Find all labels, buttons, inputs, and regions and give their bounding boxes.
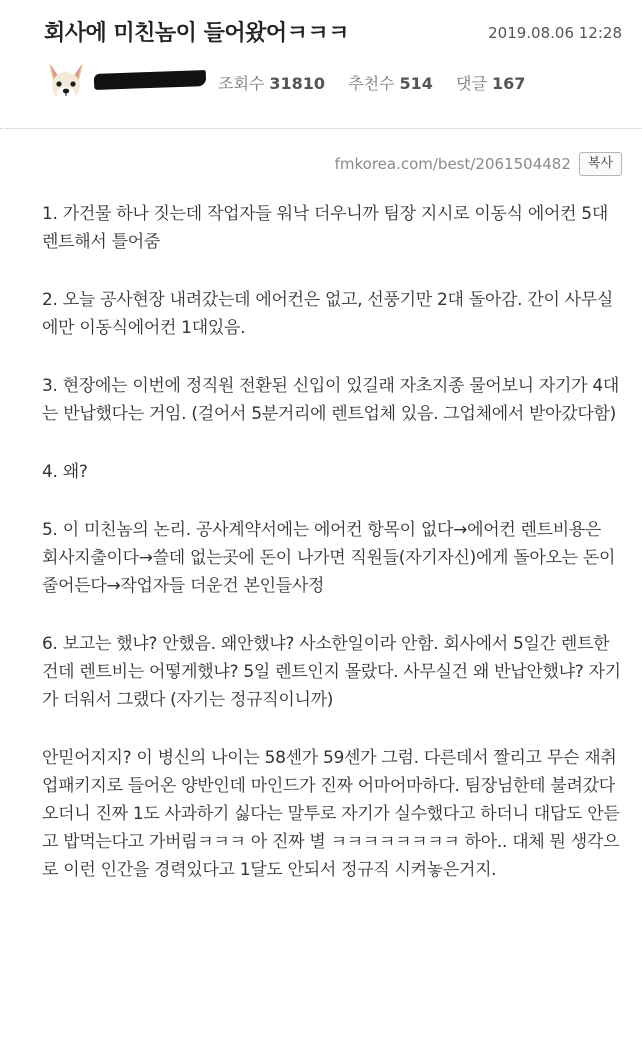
post-title: 회사에 미친놈이 들어왔어ㅋㅋㅋ (44, 21, 349, 46)
dog-avatar-icon[interactable] (44, 60, 88, 104)
copy-url-button[interactable]: 복사 (579, 152, 622, 176)
view-count-label: 조회수 (218, 74, 265, 93)
view-count-value: 31810 (269, 74, 326, 93)
recommend-count (348, 74, 433, 93)
comment-count-label: 댓글 (456, 74, 487, 93)
post-header (0, 0, 642, 120)
post-date: 2019.08.06 12:28 (488, 24, 622, 42)
comment-count[interactable] (456, 74, 525, 93)
header-divider (0, 128, 642, 129)
author-name-redaction (94, 70, 206, 90)
post-body (42, 200, 622, 884)
share-url-row (335, 152, 622, 176)
post-stats (218, 71, 525, 94)
short-url-link[interactable]: fmkorea.com/best/2061504482 (334, 155, 571, 173)
recommend-count-label: 추천수 (348, 74, 395, 93)
post-paragraph: 2. 오늘 공사현장 내려갔는데 에어컨은 없고, 선풍기만 2대 돌아감. 간이 사무실에만 이동식에어컨 1대있음. (42, 290, 614, 338)
post-paragraph: 6. 보고는 했냐? 안했음. 왜안했냐? 사소한일이라 안함. 회사에서 5일간 렌트한건데 렌트비는 어떻게했냐? 5일 렌트인지 몰랐다. 사무실건 왜 반납안했냐? 자기가 더워서 그랬다 (자기는 정규직이니까) (42, 634, 621, 710)
post-paragraph: 5. 이 미친놈의 논리. 공사계약서에는 에어컨 항목이 없다→에어컨 렌트비용은 회사지출이다→쓸데 없는곳에 돈이 나가면 직원들(자기자신)에게 돌아오는 돈이 줄어든다→작업자들 더운건 본인들사정 (42, 520, 616, 596)
view-count (218, 74, 325, 93)
post-paragraph: 3. 현장에는 이번에 정직원 전환된 신입이 있길래 자초지종 물어보니 자기가 4대는 반납했다는 거임. (걸어서 5분거리에 렌트업체 있음. 그업체에서 받아갔다함) (42, 376, 619, 424)
comment-count-value: 167 (491, 74, 526, 93)
post-paragraph: 1. 가건물 하나 짓는데 작업자들 워낙 더우니까 팀장 지시로 이동식 에어컨 5대 렌트해서 틀어줌 (42, 204, 608, 252)
recommend-count-value: 514 (399, 74, 433, 93)
post-paragraph: 4. 왜? (42, 462, 88, 482)
post-paragraph: 안믿어지지? 이 병신의 나이는 58센가 59센가 그럼. 다른데서 짤리고 무슨 재취업패키지로 들어온 양반인데 마인드가 진짜 어마어마하다. 팀장님한테 불려갔다 오더니 진짜 1도 사과하기 싫다는 말투로 자기가 실수했다고 하더니 대답도 안듣고 밥먹는다고 가버림ㅋㅋㅋ 아 진짜 별 ㅋㅋㅋㅋㅋㅋㅋㅋ 하아.. 대체 뭔 생각으로 이런 인간을 경력있다고 1달도 안되서 정규직 시켜놓은거지. (42, 748, 620, 880)
